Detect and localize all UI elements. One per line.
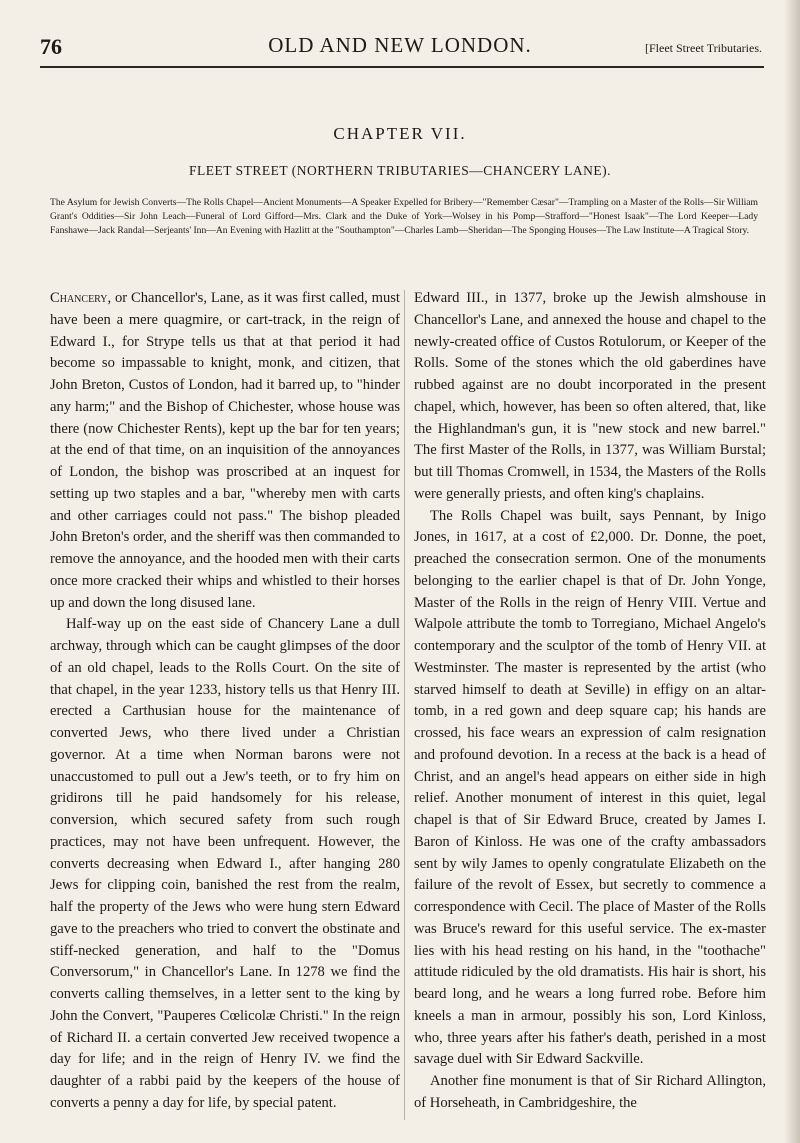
page-edge-shadow — [784, 0, 800, 1143]
paragraph: The Rolls Chapel was built, says Pennant, by Inigo Jones, in 1617, at a cost of £2,000. Dr. Donne, the poet, preached the consecration sermon. One of the monuments belonging to the earlier chapel is that of Dr. John Yonge, Master of the Rolls in the reign of Henry VIII. Vertue and Walpole attribute the tomb to Torregiano, Michael Angelo's contemporary and the sculptor of the tomb of Henry VII. at Westminster. The master is represented by the artist (who starved himself to death at Seville) in effigy on an altar-tomb, in a red gown and deep square cap; his hands are crossed, his face wears an expression of calm resignation and profound devotion. In a recess at the back is a head of Christ, and an angel's head appears on either side in high relief. Another monument of interest in this quiet, legal chapel is that of Sir Edward Bruce, created by James I. Baron of Kinloss. He was one of the crafty ambassadors sent by wily James to openly congratulate Elizabeth on the failure of the revolt of Essex, but secretly to commence a correspondence with Cecil. The place of Master of the Rolls was Bruce's reward for this useful service. The ex-master lies with his head resting on his hand, in the "toothache" attitude ridiculed by the old dramatists. His hair is short, his beard long, and he wears a long furred robe. Before him kneels a man in armour, possibly his son, Lord Kinloss, who, three years after his father's death, perished in a most savage duel with Sir Edward Sackville. — [414, 507, 766, 1068]
paragraph — [50, 288, 400, 614]
paragraph: Another fine monument is that of Sir Richard Allington, of Horseheath, in Cambridgeshire, the — [414, 1073, 766, 1111]
page-number: 76 — [40, 34, 62, 59]
paragraph: Half-way up on the east side of Chancery Lane a dull archway, through which can be caught glimpses of the door of an old chapel, leads to the Rolls Court. On the site of that chapel, in the year 1233, history tells us that Henry III. erected a Carthusian house for the maintenance of converted Jews, who there lived under a Christian governor. At a time when Norman barons were not unaccustomed to pull out a Jew's teeth, or to fry him on gridirons till he paid handsomely for his release, conversion, which secured safety from such rough practices, may not have been unfrequent. However, the converts decreasing when Edward I., after hanging 280 Jews for clipping coin, banished the rest from the realm, half the property of the Jews who were hung stern Edward gave to the preachers who tried to convert the obstinate and stiff-necked generation, and half to the "Domus Conversorum," in Chancellor's Lane. In 1278 we find the converts calling themselves, in a letter sent to the king by John the Convert, "Pauperes Cœlicolæ Christi." In the reign of Richard II. a certain converted Jew received twopence a day for life; and in the reign of Henry IV. we find the daughter of a rabbi paid by the keepers of the house of converts a penny a day for life, by special patent. — [50, 616, 400, 1111]
header-rule — [40, 66, 764, 68]
running-title: OLD AND NEW LONDON. — [268, 33, 532, 57]
section-label: [Fleet Street Tributaries. — [645, 41, 762, 55]
paragraph-text: or Chancellor's, Lane, as it was first called, must have been a mere quagmire, or cart-track, in the reign of Edward I., for Strype tells us that at that period it had become so impassable to knight, monk, and citizen, that John Breton, Custos of London, had it barred up, to "hinder any harm;" and the Bishop of Chichester, whose house was there (now Chichester Rents), kept up the bar for ten years; at the end of that time, on an inquisition of the annoyances of London, the bishop was proscribed at an inquest for setting up two staples and a bar, "whereby men with carts and other carriages could not pass." The bishop pleaded John Breton's order, and the sheriff was then commanded to remove the annoyance, and the hooded men with their carts once more cracked their whips and whistled to their horses up and down the long disused lane. — [50, 290, 400, 611]
right-column — [414, 288, 766, 1115]
chapter-heading: CHAPTER VII. — [333, 124, 467, 143]
column-divider — [404, 290, 405, 1120]
chapter-title: FLEET STREET (NORTHERN TRIBUTARIES—CHANCERY LANE). — [189, 163, 611, 178]
chapter-synopsis: The Asylum for Jewish Converts—The Rolls Chapel—Ancient Monuments—A Speaker Expelled for Bribery—"Remember Cæsar"—Trampling on a Master of the Rolls—Sir William Grant's Oddities—Sir John Leach—Funeral of Lord Gifford—Mrs. Clark and the Duke of York—Wolsey in his Pomp—Strafford—"Honest Isaak"—The Lord Keeper—Lady Fanshawe—Jack Randal—Serjeants' Inn—An Evening with Hazlitt at the "Southampton"—Charles Lamb—Sheridan—The Sponging Houses—The Law Institute—A Tragical Story. — [50, 197, 758, 236]
left-column — [50, 288, 400, 1115]
opening-word: Chancery, — [50, 290, 112, 306]
paragraph: Edward III., in 1377, broke up the Jewish almshouse in Chancellor's Lane, and annexed the house and chapel to the newly-created office of Custos Rotulorum, or Keeper of the Rolls. Some of the stones which the old gaberdines have rubbed against are no doubt incorporated in the present chapel, which, however, has been so often altered, that, like the Highlandman's gun, it is "new stock and new barrel." The first Master of the Rolls, in 1377, was William Burstal; but till Thomas Cromwell, in 1534, the Masters of the Rolls were generally priests, and often king's chaplains. — [414, 290, 766, 502]
